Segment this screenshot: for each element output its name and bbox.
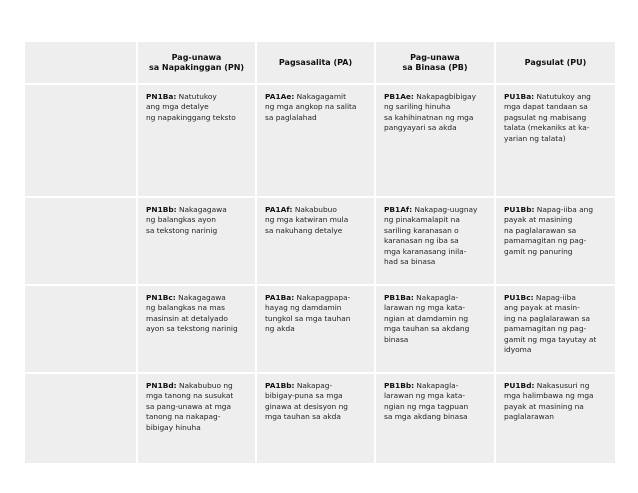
- table-cell: [257, 286, 374, 372]
- cell-line: pamamagitan ng pag-: [504, 236, 587, 246]
- cell-line: Nakasusuri ng: [534, 381, 590, 390]
- cell-line: ng sariling hinuha: [384, 102, 451, 112]
- cell-line: mga halimbawa ng mga: [504, 391, 594, 401]
- cell-line: ng balangkas ayon: [146, 215, 216, 225]
- cell-line: Napag-iiba: [533, 293, 576, 302]
- table-cell: [257, 85, 374, 196]
- cell-line: mga tanong na susukat: [146, 391, 234, 401]
- cell-line: na paglalarawan sa: [504, 225, 577, 235]
- competency-code: PA1Ba:: [265, 293, 295, 302]
- competency-code: PB1Ba:: [384, 293, 414, 302]
- header-pb: [376, 42, 494, 83]
- cell-line: payak at masining: [504, 215, 573, 225]
- table-cell: [138, 85, 255, 196]
- cell-line: sariling karanasan o: [384, 225, 459, 235]
- row-label-cell-3: [25, 286, 136, 372]
- table-cell: [257, 374, 374, 463]
- table-cell: [257, 198, 374, 284]
- table-cell: [496, 374, 615, 463]
- cell-line: talata (mekaniks at ka-: [504, 123, 590, 133]
- cell-line: masinsin at detalyado: [146, 313, 228, 323]
- cell-line: ginawa at desisyon ng: [265, 401, 348, 411]
- cell-line: binasa: [384, 334, 409, 344]
- table-cell: [376, 286, 494, 372]
- cell-line: mga tauhan sa akdang: [384, 324, 470, 334]
- cell-line: ng napakinggang teksto: [146, 112, 236, 122]
- header-line: sa Napakinggan (PN): [148, 62, 245, 72]
- cell-line: Nakapagla-: [413, 293, 459, 302]
- table-cell: [138, 198, 255, 284]
- header-line: Pagsasalita (PA): [278, 57, 353, 67]
- header-pn: [138, 42, 255, 83]
- header-line: Pag-unawa: [410, 52, 460, 62]
- cell-line: ing na paglalarawan sa: [504, 313, 590, 323]
- cell-line: Nakagagawa: [175, 293, 226, 302]
- cell-line: tanong na nakapag-: [146, 412, 221, 422]
- competency-code: PU1Bd:: [504, 381, 535, 390]
- cell-line: Nakapagbibigay: [413, 92, 476, 101]
- cell-line: mga dapat tandaan sa: [504, 102, 588, 112]
- row-label-cell-header: [25, 42, 136, 83]
- cell-line: idyoma: [504, 345, 532, 355]
- cell-line: Nakapagla-: [414, 381, 459, 390]
- row-label-cell-2: [25, 198, 136, 284]
- table-cell: [376, 374, 494, 463]
- header-pa: [257, 42, 374, 83]
- cell-line: ng pinakamalapit na: [384, 215, 460, 225]
- table-cell: [376, 198, 494, 284]
- cell-line: Nakapag-uugnay: [412, 205, 478, 214]
- cell-line: sa paglalahad: [265, 112, 317, 122]
- cell-line: pagsulat ng mabisang: [504, 112, 587, 122]
- cell-line: paglalarawan: [504, 412, 554, 422]
- cell-line: bibigay-puna sa mga: [265, 391, 343, 401]
- cell-line: hayag ng damdamin: [265, 303, 342, 313]
- competency-code: PN1Bc:: [146, 293, 176, 302]
- cell-line: ng mga katwiran mula: [265, 215, 349, 225]
- cell-line: Natutukoy ang: [534, 92, 591, 101]
- table-cell: [496, 85, 615, 196]
- competency-code: PN1Ba:: [146, 92, 177, 101]
- cell-line: sa kahihinatnan ng mga: [384, 112, 474, 122]
- cell-line: ng akda: [265, 324, 295, 334]
- table-cell: [138, 374, 255, 463]
- cell-line: sa pang-unawa at mga: [146, 401, 232, 411]
- table-cell: [138, 286, 255, 372]
- cell-line: pangyayari sa akda: [384, 123, 457, 133]
- cell-line: pamamagitan ng pag-: [504, 324, 587, 334]
- cell-line: Napag-iiba ang: [534, 205, 594, 214]
- cell-line: yarian ng talata): [504, 133, 566, 143]
- cell-line: gamit ng mga tayutay at: [504, 334, 597, 344]
- cell-line: sa tekstong narinig: [146, 225, 218, 235]
- header-line: Pagsulat (PU): [524, 57, 587, 67]
- cell-line: ng balangkas na mas: [146, 303, 225, 313]
- cell-line: larawan ng mga kata-: [384, 391, 466, 401]
- cell-line: ang payak at masin-: [504, 303, 580, 313]
- table-cell: [496, 286, 615, 372]
- cell-line: Nakapagpapa-: [294, 293, 351, 302]
- cell-line: ng mga angkop na salita: [265, 102, 357, 112]
- competency-table: [25, 42, 615, 463]
- competency-code: PU1Ba:: [504, 92, 535, 101]
- competency-code: PB1Bb:: [384, 381, 415, 390]
- cell-line: ngian at damdamin ng: [384, 313, 469, 323]
- cell-line: ayon sa tekstong narinig: [146, 324, 238, 334]
- competency-code: PB1Af:: [384, 205, 413, 214]
- cell-line: sa mga akdang binasa: [384, 412, 468, 422]
- table-cell: [376, 85, 494, 196]
- cell-line: Nakapag-: [294, 381, 333, 390]
- cell-line: mga karanasang inila-: [384, 246, 467, 256]
- header-pu: [496, 42, 615, 83]
- table-cell: [496, 198, 615, 284]
- cell-line: ngian ng mga tagpuan: [384, 401, 469, 411]
- row-label-cell-1: [25, 85, 136, 196]
- cell-line: gamit ng panuring: [504, 246, 573, 256]
- cell-line: had sa binasa: [384, 257, 436, 267]
- competency-code: PA1Af:: [265, 205, 293, 214]
- cell-line: Natutukoy: [176, 92, 217, 101]
- cell-line: mga tauhan sa akda: [265, 412, 341, 422]
- cell-line: Nakagagamit: [294, 92, 346, 101]
- cell-line: payak at masining na: [504, 401, 584, 411]
- competency-code: PA1Ae:: [265, 92, 295, 101]
- cell-line: karanasan ng iba sa: [384, 236, 459, 246]
- cell-line: sa nakuhang detalye: [265, 225, 343, 235]
- cell-line: Nakagagawa: [176, 205, 227, 214]
- cell-line: tungkol sa mga tauhan: [265, 313, 351, 323]
- competency-code: PN1Bb:: [146, 205, 177, 214]
- cell-line: Nakabubuo ng: [176, 381, 233, 390]
- cell-line: ang mga detalye: [146, 102, 209, 112]
- competency-code: PB1Ae:: [384, 92, 414, 101]
- competency-code: PA1Bb:: [265, 381, 295, 390]
- competency-code: PU1Bb:: [504, 205, 535, 214]
- header-line: Pag-unawa: [171, 52, 222, 62]
- cell-line: larawan ng mga kata-: [384, 303, 466, 313]
- header-line: sa Binasa (PB): [402, 62, 468, 72]
- cell-line: Nakabubuo: [292, 205, 337, 214]
- competency-code: PN1Bd:: [146, 381, 177, 390]
- competency-code: PU1Bc:: [504, 293, 534, 302]
- cell-line: bibigay hinuha: [146, 422, 201, 432]
- row-label-cell-4: [25, 374, 136, 463]
